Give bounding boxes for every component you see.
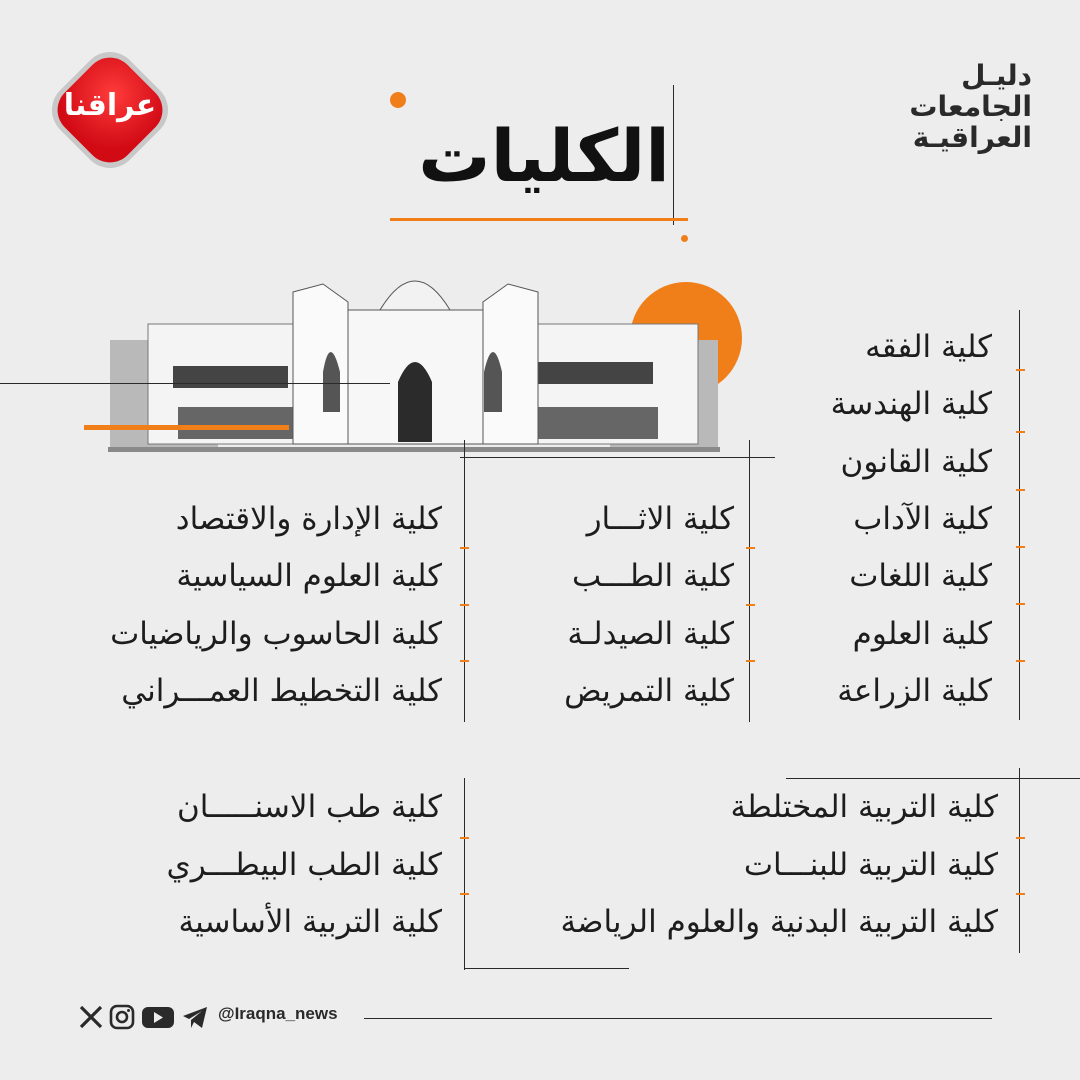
- faculty-item: كلية الاثـــار: [586, 501, 734, 537]
- series-title: [852, 60, 1032, 153]
- faculty-item: كلية القانون: [840, 444, 992, 480]
- title-divider: [673, 85, 674, 225]
- logo-text: عراقنا: [63, 88, 157, 123]
- left-column-divider: [464, 440, 465, 722]
- page-title: الكليات: [418, 114, 670, 198]
- faculty-item: كلية الهندسة: [830, 386, 992, 422]
- faculty-item: كلية العلوم: [852, 616, 992, 652]
- bottom-right-divider: [1019, 768, 1020, 953]
- footer-line: [364, 1018, 992, 1019]
- series-title-line: دليـل: [961, 59, 1032, 92]
- youtube-icon[interactable]: [141, 1003, 175, 1031]
- orange-dot-small: [681, 235, 688, 242]
- building-line-left: [0, 383, 390, 384]
- tick: [1016, 837, 1025, 839]
- tick: [1016, 603, 1025, 605]
- tick: [1016, 489, 1025, 491]
- tick: [460, 547, 469, 549]
- x-icon[interactable]: [78, 1003, 104, 1031]
- middle-column-divider: [749, 440, 750, 722]
- tick: [746, 604, 755, 606]
- tick: [1016, 660, 1025, 662]
- instagram-icon[interactable]: [109, 1003, 135, 1031]
- series-title-line: العراقيـة: [912, 121, 1032, 154]
- bottom-left-base-line: [464, 968, 629, 969]
- bottom-left-divider: [464, 778, 465, 970]
- bottom-right-top-line: [786, 778, 1080, 779]
- university-building: [108, 262, 720, 452]
- faculty-item: كلية الطـــب: [571, 558, 734, 594]
- faculty-item: كلية العلوم السياسية: [176, 558, 442, 594]
- tick: [1016, 369, 1025, 371]
- faculty-item: كلية التربية المختلطة: [730, 789, 998, 825]
- title-underline: [390, 218, 688, 221]
- faculty-item: كلية التربية الأساسية: [178, 904, 442, 940]
- building-base-line: [460, 457, 775, 458]
- faculty-item: كلية الإدارة والاقتصاد: [175, 501, 442, 537]
- tick: [1016, 546, 1025, 548]
- faculty-item: كلية التربية للبنـــات: [743, 847, 998, 883]
- faculty-item: كلية الآداب: [853, 501, 992, 537]
- faculty-item: كلية طب الاسنـــــان: [176, 789, 442, 825]
- telegram-icon[interactable]: [181, 1003, 209, 1031]
- tick: [1016, 431, 1025, 433]
- faculty-item: كلية الحاسوب والرياضيات: [110, 616, 442, 652]
- series-title-line: الجامعات: [909, 90, 1032, 123]
- tick: [460, 604, 469, 606]
- tick: [1016, 893, 1025, 895]
- tick: [460, 660, 469, 662]
- tick: [746, 660, 755, 662]
- right-column-divider: [1019, 310, 1020, 720]
- faculty-item: كلية التخطيط العمـــراني: [121, 673, 442, 709]
- building-orange-bar: [84, 425, 289, 430]
- faculty-item: كلية الزراعة: [837, 673, 992, 709]
- faculty-item: كلية التمريض: [564, 673, 734, 709]
- tick: [746, 547, 755, 549]
- faculty-item: كلية الفقه: [865, 329, 992, 365]
- faculty-item: كلية التربية البدنية والعلوم الرياضة: [560, 904, 998, 940]
- social-handle[interactable]: @Iraqna_news: [218, 1004, 338, 1023]
- orange-dot: [390, 92, 406, 108]
- faculty-item: كلية الطب البيطـــري: [166, 847, 442, 883]
- tick: [460, 893, 469, 895]
- tick: [460, 837, 469, 839]
- faculty-item: كلية الصيدلـة: [567, 616, 734, 652]
- faculty-item: كلية اللغات: [849, 558, 992, 594]
